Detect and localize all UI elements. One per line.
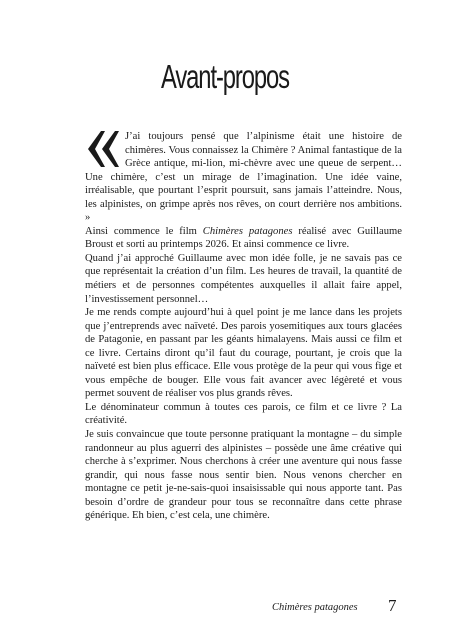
page-title: Avant-propos <box>161 58 289 95</box>
film-title: Chimères patagones <box>202 225 293 237</box>
footer-book-title: Chimères patagones <box>272 602 358 613</box>
paragraph-creativity: Le dénominateur commun à toutes ces parois, ce film et ce livre ? La créativité. <box>85 401 402 427</box>
film-intro-after: réalisé avec Guillaume Broust et sorti au printemps 2026. Et ainsi commence ce livre. <box>85 225 402 251</box>
film-intro-before: Ainsi commence le film <box>85 225 203 237</box>
film-intro-paragraph <box>85 225 402 252</box>
paragraph-approach: Quand j’ai approché Guillaume avec mon idée folle, je ne savais pas ce que représentait la création d’un film. Les heures de travail, la quantité de métiers et de personnes compétentes auxquelles il allait faire appel, l’investissement personnel… <box>85 252 402 305</box>
body-text <box>85 130 402 523</box>
page-number: 7 <box>388 596 397 615</box>
open-guillemet-icon <box>85 130 119 168</box>
opening-quote-text: J’ai toujours pensé que l’alpinisme était une histoire de chimères. Vous connaissez la Chimère ? Animal fantastique de la Grèce antique, mi-lion, mi-chèvre avec une queue de serpent… Une chimère, c’est un mirage de l’imagination. Une idée vaine, irréalisable, que pourtant l’esprit poursuit, sans jamais l’atteindre. Nous, les alpinistes, on grimpe après nos rêves, on court derrière nos ambitions. » <box>85 131 402 224</box>
opening-quote-paragraph <box>85 130 402 225</box>
paragraph-naivety: Je me rends compte aujourd’hui à quel point je me lance dans les projets que j’entreprends avec naïveté. Des parois yosemitiques aux tours glacées de Patagonie, en passant par les géants himalayens. Mais aussi ce film et ce livre. Certains diront qu’il faut du courage, pourtant, je crois que la naïveté est bien plus efficace. Elle vous protège de la peur qui vous fige et vous empêche de bouger. Elle vous fait avancer avec légèreté et vous permet souvent de réaliser vos plus grands rêves. <box>85 307 402 400</box>
paragraph-conviction: Je suis convaincue que toute personne pratiquant la montagne – du simple randonneur au plus aguerri des alpinistes – possède une âme créative qui cherche à s’exprimer. Nous cherchons à créer une aventure qui nous fasse grandir, qui nous fasse nous sentir bien. Nous venons chercher en montagne ce petit je-ne-sais-quoi insaisissable qui nous apporte tant. Pas besoin d’ordre de grandeur pour tous se reconnaître dans cette phrase générique. Eh bien, c’est cela, une chimère. <box>85 429 402 522</box>
